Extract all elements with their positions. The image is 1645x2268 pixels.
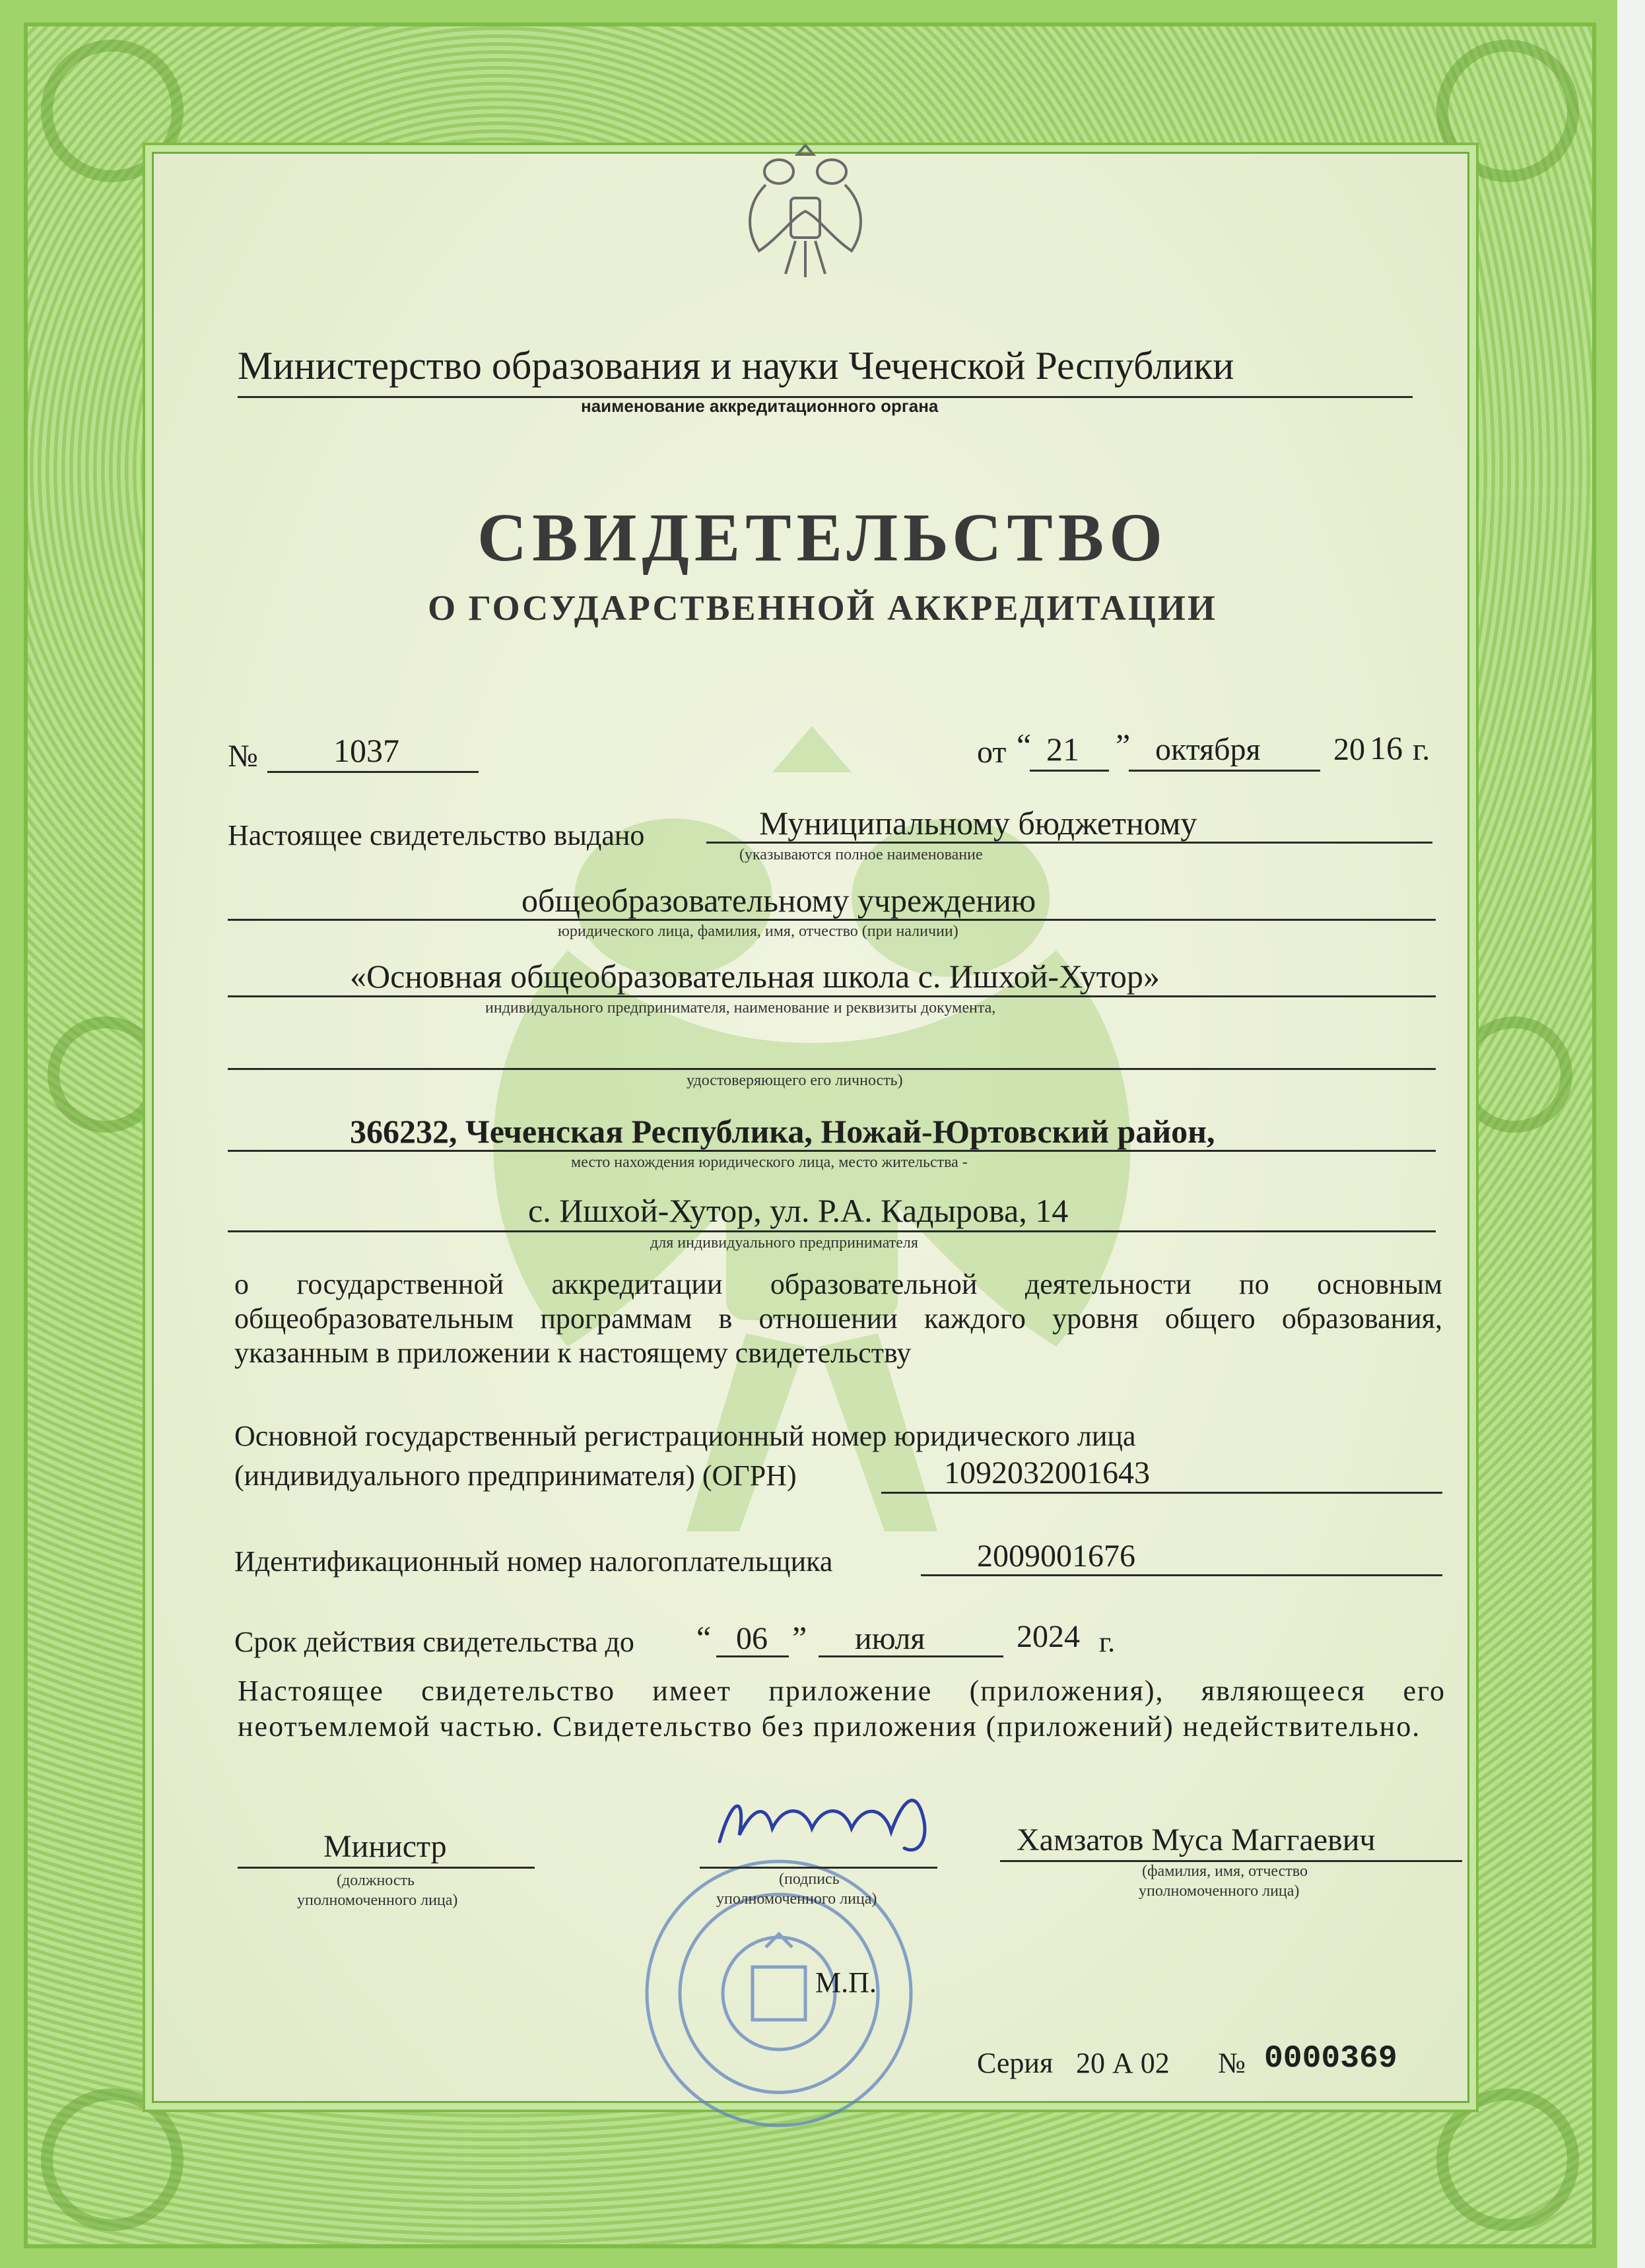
name-caption-2: уполномоченного лица) — [1139, 1883, 1300, 1900]
accreditation-body-name: Министерство образования и науки Чеченской Республики — [238, 344, 1234, 387]
ogrn-label-line-1: Основной государственный регистрационный номер юридического лица — [234, 1420, 1136, 1452]
position-caption-1: (должность — [337, 1872, 415, 1889]
accreditation-scope: о государственной аккредитации образовательной деятельности по основным общеобразовательным программам в отношении каждого уровня общего образования, указанным в приложении к настоящему свидетельству — [234, 1268, 1442, 1369]
address-line-1: 366232, Чеченская Республика, Ножай-Юртовский район, — [350, 1113, 1215, 1150]
validity-close-quote: ” — [792, 1619, 807, 1656]
holder-name-line-2: общеобразовательному учреждению — [521, 882, 1036, 919]
signatory-position: Министр — [323, 1829, 447, 1864]
appendix-note: Настоящее свидетельство имеет приложение (приложения), являющееся его неотъемлемой частью. Свидетельство без приложения (приложений) недействительно. — [238, 1675, 1446, 1743]
number-underline — [267, 771, 479, 773]
date-year-suffix: 16 — [1370, 729, 1403, 766]
document-subtitle: О ГОСУДАРСТВЕННОЙ АККРЕДИТАЦИИ — [428, 588, 1217, 628]
identity-document-underline — [228, 1068, 1436, 1070]
series-label: Серия — [977, 2047, 1054, 2079]
holder-caption-1: (указываются полное наименование — [739, 846, 983, 863]
signature-underline — [700, 1867, 937, 1869]
date-year-unit: г. — [1413, 732, 1430, 767]
signatory-full-name: Хамзатов Муса Маггаевич — [1017, 1822, 1376, 1857]
address-caption-1: место нахождения юридического лица, место жительства - — [571, 1154, 968, 1171]
address-caption-2: для индивидуального предпринимателя — [650, 1234, 918, 1251]
validity-month: июля — [855, 1621, 925, 1656]
document-title: СВИДЕТЕЛЬСТВО — [477, 500, 1168, 576]
signature-caption-2: уполномоченного лица) — [716, 1890, 877, 1908]
holder-caption-2: юридического лица, фамилия, имя, отчество (при наличии) — [558, 923, 958, 940]
holder-line-3-underline — [228, 995, 1436, 997]
validity-year: 2024 — [1017, 1619, 1080, 1654]
blank-number-label: № — [1218, 2047, 1246, 2079]
name-underline — [1000, 1860, 1462, 1862]
date-year-prefix: 20 — [1333, 732, 1365, 767]
ogrn-underline — [881, 1492, 1442, 1494]
date-prefix: от — [977, 735, 1007, 770]
position-underline — [238, 1867, 535, 1869]
validity-year-unit: г. — [1099, 1626, 1116, 1658]
issued-label: Настоящее свидетельство выдано — [228, 819, 645, 851]
validity-day-underline — [716, 1655, 789, 1657]
validity-month-underline — [819, 1655, 1003, 1657]
holder-line-1-underline — [706, 842, 1432, 844]
signature-icon — [706, 1782, 944, 1868]
date-open-quote: “ — [1017, 727, 1032, 764]
date-close-quote: ” — [1116, 727, 1131, 764]
address-line-2: с. Ишхой-Хутор, ул. Р.А. Кадырова, 14 — [528, 1192, 1069, 1229]
name-caption-1: (фамилия, имя, отчество — [1142, 1863, 1308, 1880]
holder-caption-4: удостоверяющего его личность) — [687, 1072, 903, 1089]
holder-caption-3: индивидуального предпринимателя, наименование и реквизиты документа, — [485, 999, 996, 1017]
double-headed-eagle-icon — [739, 132, 871, 284]
address-line-1-underline — [228, 1150, 1436, 1152]
ogrn-value: 1092032001643 — [944, 1455, 1150, 1490]
holder-line-2-underline — [228, 919, 1436, 921]
validity-day: 06 — [736, 1621, 768, 1656]
month-underline — [1129, 770, 1320, 772]
accreditation-body-caption: наименование аккредитационного органа — [581, 396, 939, 416]
address-line-2-underline — [228, 1230, 1436, 1232]
series-value: 20 А 02 — [1076, 2047, 1170, 2079]
number-label: № — [228, 739, 258, 774]
stamp-place-label: М.П. — [815, 1966, 877, 1999]
certificate-number: 1037 — [333, 732, 399, 769]
inn-value: 2009001676 — [977, 1539, 1135, 1574]
inn-label: Идентификационный номер налогоплательщика — [234, 1545, 833, 1578]
ogrn-label-line-2: (индивидуального предпринимателя) (ОГРН) — [234, 1459, 797, 1492]
inn-underline — [921, 1574, 1442, 1576]
date-day: 21 — [1046, 731, 1079, 768]
validity-label: Срок действия свидетельства до — [234, 1626, 634, 1658]
date-month: октября — [1155, 732, 1261, 767]
holder-name-line-1: Муниципальному бюджетному — [759, 805, 1197, 842]
signature-caption-1: (подпись — [779, 1871, 840, 1888]
position-caption-2: уполномоченного лица) — [297, 1892, 458, 1909]
blank-number-value: 0000369 — [1264, 2041, 1397, 2077]
holder-name-line-3: «Основная общеобразовательная школа с. Ишхой-Хутор» — [350, 958, 1160, 995]
validity-open-quote: “ — [696, 1619, 712, 1656]
day-underline — [1030, 770, 1109, 772]
